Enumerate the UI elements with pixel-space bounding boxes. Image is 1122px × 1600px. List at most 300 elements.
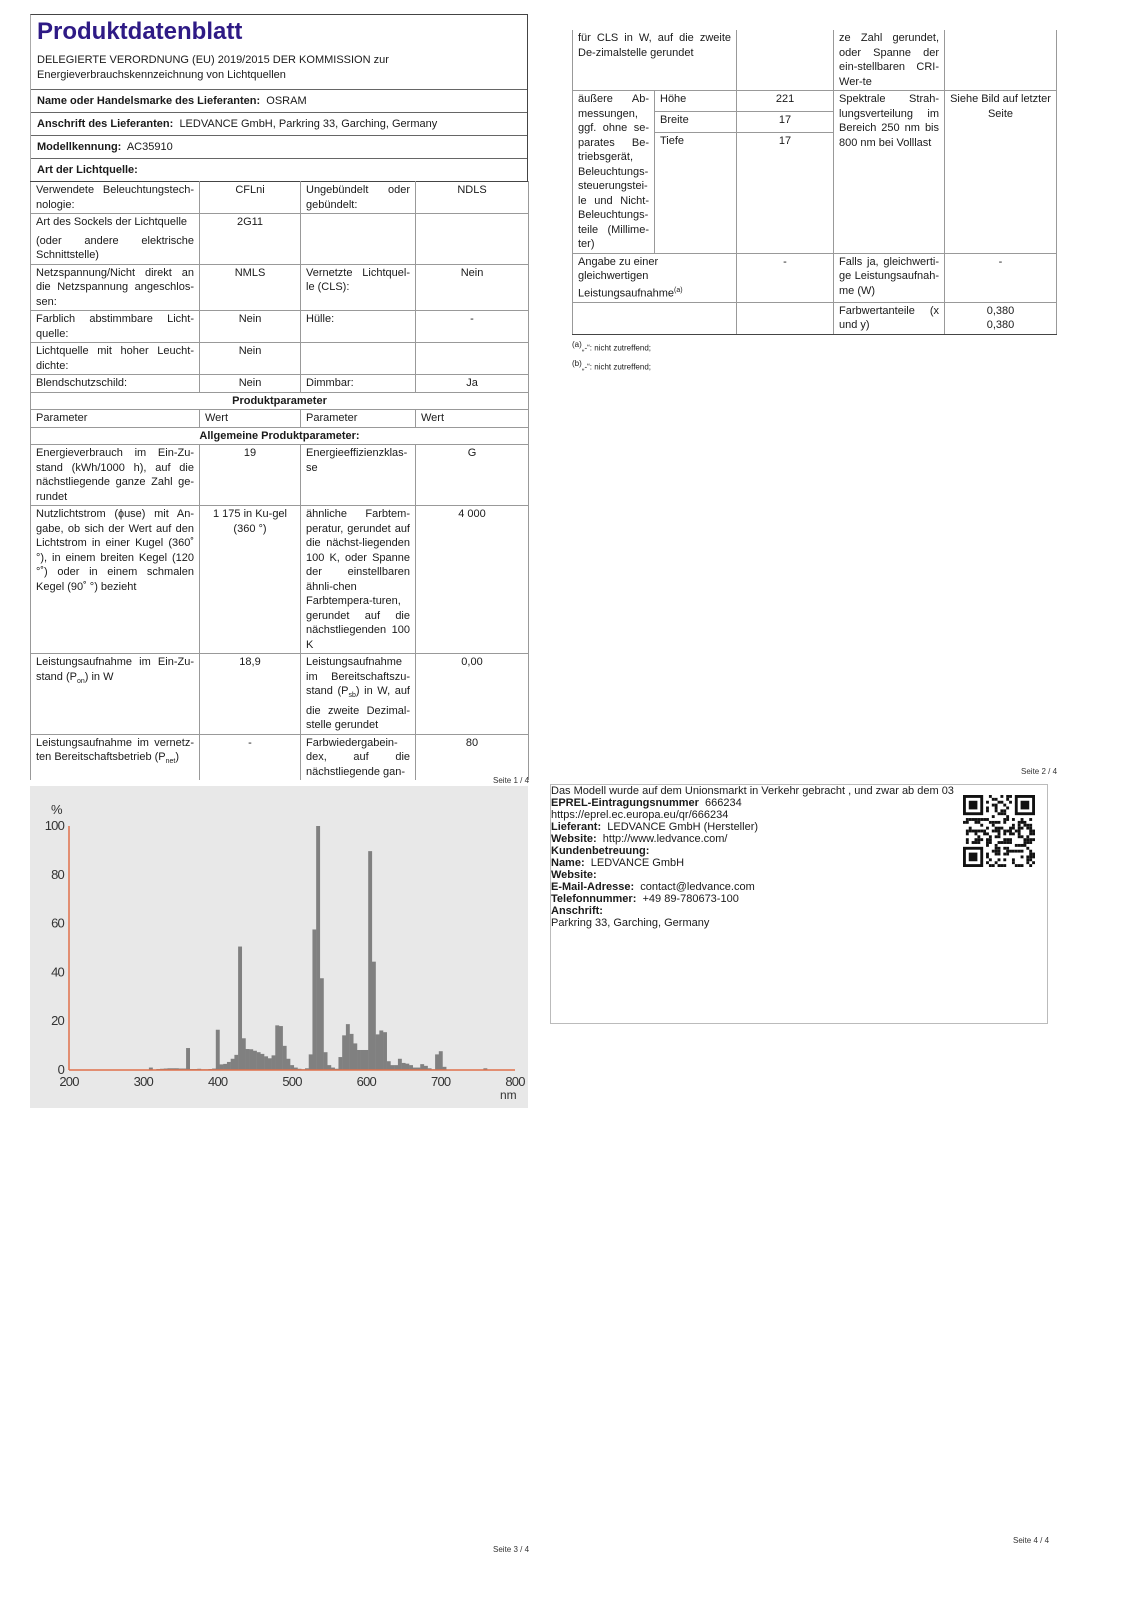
param-value: 0,00 bbox=[416, 654, 529, 735]
section-heading-row bbox=[31, 392, 529, 410]
footnote bbox=[572, 337, 1056, 357]
qr-module bbox=[995, 861, 998, 864]
qr-module bbox=[1012, 861, 1015, 864]
param-label: Blendschutzschild: bbox=[31, 375, 200, 393]
qr-module bbox=[1023, 841, 1026, 844]
supplier-address-value: LEDVANCE GmbH, Parkring 33, Garching, Germany bbox=[179, 118, 438, 130]
axes-group bbox=[69, 826, 515, 1070]
qr-module bbox=[1012, 850, 1015, 853]
spectrum-bar bbox=[286, 1059, 290, 1070]
page-1-footer: Seite 1 / 4 bbox=[493, 776, 530, 785]
subtitle-line-2: Energieverbrauchskennzeichnung von Lichtquellen bbox=[37, 69, 286, 81]
spectrum-bar bbox=[223, 1064, 227, 1070]
qr-module bbox=[975, 832, 978, 835]
qr-module bbox=[989, 864, 992, 867]
qr-module bbox=[966, 832, 969, 835]
qr-module bbox=[1021, 827, 1024, 830]
empty-cell bbox=[737, 302, 834, 334]
supplier-address-row bbox=[31, 112, 527, 135]
table-row bbox=[31, 264, 529, 311]
spectrum-bar bbox=[283, 1046, 287, 1070]
param-label: Falls ja, gleichwerti-ge Leistungsaufnah-me (W) bbox=[834, 253, 945, 302]
model-value: AC35910 bbox=[126, 141, 173, 153]
qr-module bbox=[1026, 841, 1029, 844]
column-header: Wert bbox=[416, 410, 529, 428]
column-header: Wert bbox=[200, 410, 301, 428]
param-value bbox=[945, 30, 1057, 91]
qr-module bbox=[1018, 827, 1021, 830]
qr-module bbox=[1012, 827, 1015, 830]
dimension-value: 221 bbox=[737, 91, 834, 112]
address-label: Anschrift: bbox=[551, 905, 603, 917]
qr-module bbox=[1000, 864, 1003, 867]
spectrum-bar bbox=[405, 1064, 409, 1070]
y-tick-label: 40 bbox=[51, 964, 64, 980]
dimension-label: Höhe bbox=[655, 91, 737, 112]
spectrum-bar bbox=[338, 1057, 342, 1070]
param-value bbox=[416, 214, 529, 265]
qr-module bbox=[972, 830, 975, 833]
website-link[interactable]: http://www.ledvance.com/ bbox=[602, 833, 728, 845]
qr-module bbox=[975, 821, 978, 824]
qr-module bbox=[989, 858, 992, 861]
qr-module bbox=[1029, 838, 1032, 841]
qr-module bbox=[977, 835, 980, 838]
qr-module bbox=[1015, 830, 1018, 833]
spectrum-bar bbox=[234, 1055, 238, 1070]
qr-module bbox=[1018, 824, 1021, 827]
dimensions-label: äußere Ab-messungen, ggf. ohne se-parates Be-triebsgerät, Beleuchtungs-steuerungstei-le und Nicht-Beleuchtungs-teile (Millime-ter) bbox=[573, 91, 655, 254]
qr-module bbox=[1026, 855, 1029, 858]
qr-finder bbox=[969, 853, 978, 862]
qr-module bbox=[966, 838, 969, 841]
param-label: ze Zahl gerundet, oder Spanne der ein-stellbaren CRI-Wer-te bbox=[834, 30, 945, 91]
table-row bbox=[31, 311, 529, 343]
spectrum-bar bbox=[242, 1038, 246, 1070]
qr-module bbox=[986, 801, 989, 804]
spectrum-bar bbox=[253, 1051, 257, 1070]
datasheet-header bbox=[30, 14, 528, 181]
qr-module bbox=[969, 827, 972, 830]
qr-module bbox=[1026, 838, 1029, 841]
qr-module bbox=[1012, 818, 1015, 821]
qr-module bbox=[980, 830, 983, 833]
qr-module bbox=[1021, 835, 1024, 838]
qr-module bbox=[1026, 824, 1029, 827]
qr-code-icon[interactable] bbox=[963, 795, 1035, 867]
qr-module bbox=[975, 838, 978, 841]
qr-module bbox=[1026, 861, 1029, 864]
qr-module bbox=[1018, 832, 1021, 835]
qr-code-svg bbox=[963, 795, 1035, 867]
supplier-label: Lieferant: bbox=[551, 821, 602, 833]
label-subscript: net bbox=[165, 758, 176, 766]
column-header: Parameter bbox=[31, 410, 200, 428]
param-value: - bbox=[945, 253, 1057, 302]
param-label bbox=[573, 253, 737, 302]
eprel-link[interactable]: https://eprel.ec.europa.eu/qr/666234 bbox=[551, 809, 729, 821]
qr-module bbox=[1009, 832, 1012, 835]
qr-module bbox=[995, 850, 998, 853]
qr-module bbox=[1000, 827, 1003, 830]
y-tick-label: 60 bbox=[51, 915, 64, 931]
footnotes bbox=[572, 337, 1056, 376]
param-label: Energieverbrauch im Ein-Zu-stand (kWh/1000 h), auf die nächstliegende ganze Zahl ge-rundet bbox=[31, 445, 200, 506]
qr-module bbox=[1023, 844, 1026, 847]
spectrum-bar bbox=[350, 1034, 354, 1070]
qr-module bbox=[1003, 818, 1006, 821]
dimension-label: Tiefe bbox=[655, 132, 737, 253]
param-value: - bbox=[200, 734, 301, 780]
y-tick-label: 100 bbox=[44, 818, 64, 833]
qr-module bbox=[995, 809, 998, 812]
qr-module bbox=[1021, 864, 1024, 867]
qr-module bbox=[1009, 795, 1012, 798]
spectrum-bar bbox=[320, 978, 324, 1070]
qr-module bbox=[1029, 855, 1032, 858]
qr-module bbox=[1021, 855, 1024, 858]
qr-module bbox=[995, 835, 998, 838]
qr-module bbox=[1018, 835, 1021, 838]
qr-module bbox=[1003, 858, 1006, 861]
name-value: LEDVANCE GmbH bbox=[590, 857, 685, 869]
qr-module bbox=[969, 818, 972, 821]
qr-module bbox=[998, 847, 1001, 850]
param-label bbox=[301, 214, 416, 265]
qr-module bbox=[986, 841, 989, 844]
param-label bbox=[31, 734, 200, 780]
label-text: Angabe zu einer gleichwertigen Leistungsaufnahme bbox=[578, 255, 675, 300]
email-row bbox=[551, 881, 1047, 893]
param-label: Farbwiedergabein-dex, auf die nächstliegende gan- bbox=[301, 734, 416, 780]
qr-module bbox=[983, 832, 986, 835]
param-label-line: Art des Sockels der Lichtquelle bbox=[36, 216, 188, 228]
qr-module bbox=[1006, 838, 1009, 841]
spectrum-bar bbox=[312, 929, 316, 1070]
spectrum-bar bbox=[383, 1032, 387, 1070]
page-2 bbox=[572, 30, 1056, 376]
email-link[interactable]: contact@ledvance.com bbox=[640, 881, 755, 893]
qr-module bbox=[995, 847, 998, 850]
qr-module bbox=[1023, 821, 1026, 824]
qr-module bbox=[1026, 858, 1029, 861]
param-label-line: (oder andere elektrische Schnittstelle) bbox=[36, 234, 194, 261]
model-label: Modellkennung: bbox=[37, 141, 122, 153]
dimension-label: Breite bbox=[655, 111, 737, 132]
supplier-value: LEDVANCE GmbH (Hersteller) bbox=[607, 821, 759, 833]
spectrum-bar bbox=[439, 1051, 443, 1070]
qr-module bbox=[995, 798, 998, 801]
qr-module bbox=[1000, 795, 1003, 798]
param-value: Nein bbox=[200, 375, 301, 393]
qr-module bbox=[986, 827, 989, 830]
param-value: - bbox=[416, 311, 529, 343]
qr-module bbox=[989, 821, 992, 824]
x-tick-label: 600 bbox=[356, 1074, 376, 1089]
qr-module bbox=[995, 830, 998, 833]
supplier-name-label: Name oder Handelsmarke des Lieferanten: bbox=[37, 95, 261, 107]
market-placement-text: Das Modell wurde auf dem Unionsmarkt in Verkehr gebracht , und zwar ab dem 03 bbox=[551, 785, 954, 797]
qr-module bbox=[1026, 835, 1029, 838]
qr-module bbox=[977, 841, 980, 844]
page-2-footer: Seite 2 / 4 bbox=[1021, 767, 1058, 776]
qr-module bbox=[989, 838, 992, 841]
column-header-row bbox=[31, 410, 529, 428]
spectrum-bar bbox=[342, 1035, 346, 1070]
qr-module bbox=[1032, 861, 1035, 864]
qr-module bbox=[1026, 847, 1029, 850]
spectrum-bar bbox=[272, 1055, 276, 1070]
qr-module bbox=[1003, 841, 1006, 844]
section-heading-row bbox=[31, 427, 529, 445]
param-value: NDLS bbox=[416, 182, 529, 214]
qr-module bbox=[1018, 864, 1021, 867]
spectrum-bar bbox=[227, 1062, 231, 1070]
qr-module bbox=[998, 853, 1001, 856]
x-tick-label: 400 bbox=[208, 1074, 228, 1089]
qr-module bbox=[998, 812, 1001, 815]
spectrum-bar bbox=[376, 1034, 380, 1070]
param-label bbox=[31, 654, 200, 735]
qr-module bbox=[986, 832, 989, 835]
qr-module bbox=[992, 798, 995, 801]
qr-module bbox=[977, 818, 980, 821]
contact-box bbox=[550, 784, 1048, 1024]
qr-module bbox=[1015, 864, 1018, 867]
qr-module bbox=[1032, 830, 1035, 833]
spectral-distribution-label: Spektrale Strah-lungsverteilung im Bereich 250 nm bis 800 nm bei Volllast bbox=[834, 91, 945, 254]
param-label: ähnliche Farbtem-peratur, gerundet auf die nächst-liegenden 100 K, oder Spanne der einstellbaren ähnli-chen Farbtempera-turen, gerundet auf die nächstliegenden 100 K bbox=[301, 506, 416, 654]
qr-module bbox=[972, 818, 975, 821]
label-subscript: sb bbox=[348, 692, 356, 700]
spectrum-bar bbox=[249, 1049, 253, 1070]
qr-module bbox=[1029, 850, 1032, 853]
param-value: CFLni bbox=[200, 182, 301, 214]
spectrum-bar bbox=[379, 1030, 383, 1070]
param-label: für CLS in W, auf die zweite De-zimalstelle gerundet bbox=[573, 30, 737, 91]
qr-module bbox=[992, 804, 995, 807]
qr-module bbox=[1012, 858, 1015, 861]
param-label: Nutzlichtstrom (ɸuse) mit An-gabe, ob sich der Wert auf den Lichtstrom in einer Kugel (360˚ °), in einem breiten Kegel (120 °˚) oder in einem schmalen Kegel (90˚ °) bezieht bbox=[31, 506, 200, 654]
phone-row bbox=[551, 893, 1047, 905]
qr-module bbox=[998, 864, 1001, 867]
qr-module bbox=[1009, 827, 1012, 830]
page-4-footer: Seite 4 / 4 bbox=[1013, 1536, 1050, 1545]
footnote-marker: (b) bbox=[572, 359, 582, 369]
qr-module bbox=[1009, 838, 1012, 841]
qr-module bbox=[980, 824, 983, 827]
qr-module bbox=[995, 804, 998, 807]
website2-row bbox=[551, 869, 1047, 881]
label-text: ) in W, auf die zweite Dezimal-stelle gerundet bbox=[306, 685, 410, 732]
qr-module bbox=[995, 827, 998, 830]
spectrum-bar bbox=[364, 1050, 368, 1070]
spectrum-bar bbox=[361, 1050, 365, 1070]
website2-label: Website: bbox=[551, 869, 597, 881]
qr-module bbox=[1026, 827, 1029, 830]
page-title: Produktdatenblatt bbox=[37, 18, 243, 45]
qr-module bbox=[1006, 798, 1009, 801]
x-tick-label: 200 bbox=[59, 1074, 79, 1089]
x-tick-label: 300 bbox=[133, 1074, 153, 1089]
qr-module bbox=[998, 832, 1001, 835]
continued-params-table bbox=[572, 30, 1057, 335]
qr-module bbox=[1023, 824, 1026, 827]
qr-module bbox=[1006, 847, 1009, 850]
param-label: Vernetzte Lichtquel-le (CLS): bbox=[301, 264, 416, 311]
qr-module bbox=[1009, 830, 1012, 833]
qr-module bbox=[1000, 812, 1003, 815]
label-text: Leistungsaufnahme im Ein-Zu-stand (P bbox=[36, 656, 194, 683]
qr-module bbox=[1009, 841, 1012, 844]
table-row bbox=[573, 302, 1057, 334]
param-label: Verwendete Beleuchtungstech-nologie: bbox=[31, 182, 200, 214]
eprel-label: EPREL-Eintragungsnummer bbox=[551, 797, 699, 809]
param-label: Netzspannung/Nicht direkt an die Netzspannung angeschlos-sen: bbox=[31, 264, 200, 311]
qr-module bbox=[1021, 850, 1024, 853]
qr-module bbox=[1009, 801, 1012, 804]
spectrum-bar bbox=[231, 1059, 235, 1070]
qr-module bbox=[1032, 855, 1035, 858]
eprel-value: 666234 bbox=[705, 797, 742, 809]
qr-module bbox=[1009, 850, 1012, 853]
x-axis-label: nm bbox=[500, 1088, 517, 1102]
qr-module bbox=[966, 841, 969, 844]
param-label: Energieeffizienzklas-se bbox=[301, 445, 416, 506]
qr-module bbox=[995, 807, 998, 810]
qr-module bbox=[966, 821, 969, 824]
customer-service-label: Kundenbetreuung: bbox=[551, 845, 650, 857]
spectrum-bar bbox=[324, 1052, 328, 1070]
spectrum-bar bbox=[398, 1059, 402, 1070]
x-tick-label: 500 bbox=[282, 1074, 302, 1089]
qr-module bbox=[1029, 818, 1032, 821]
spectral-distribution-chart bbox=[30, 786, 528, 1108]
website-label: Website: bbox=[551, 833, 597, 845]
qr-module bbox=[1006, 841, 1009, 844]
qr-module bbox=[980, 818, 983, 821]
qr-module bbox=[998, 827, 1001, 830]
qr-module bbox=[966, 830, 969, 833]
qr-module bbox=[1000, 841, 1003, 844]
column-header: Parameter bbox=[301, 410, 416, 428]
param-value: Ja bbox=[416, 375, 529, 393]
spectrum-bar bbox=[220, 1064, 224, 1070]
qr-module bbox=[1029, 832, 1032, 835]
qr-module bbox=[995, 821, 998, 824]
qr-module bbox=[1000, 801, 1003, 804]
qr-module bbox=[1000, 809, 1003, 812]
spectrum-bar bbox=[246, 1049, 250, 1070]
qr-module bbox=[1015, 850, 1018, 853]
param-value: NMLS bbox=[200, 264, 301, 311]
spectrum-svg bbox=[30, 786, 528, 1108]
label-text: Leistungsaufnahme im Bereitschaftszu-stand (P bbox=[306, 656, 410, 697]
param-value: 19 bbox=[200, 445, 301, 506]
page-3 bbox=[30, 786, 528, 1108]
table-row bbox=[573, 30, 1057, 91]
qr-module bbox=[989, 841, 992, 844]
table-row bbox=[31, 182, 529, 214]
footnote-marker: (a) bbox=[674, 286, 683, 294]
name-label: Name: bbox=[551, 857, 585, 869]
qr-module bbox=[986, 807, 989, 810]
qr-module bbox=[1021, 844, 1024, 847]
spectrum-bar bbox=[353, 1043, 357, 1070]
spectrum-bar bbox=[316, 826, 320, 1070]
qr-module bbox=[986, 861, 989, 864]
supplier-name-row bbox=[31, 89, 527, 112]
label-text: ) bbox=[175, 751, 180, 764]
email-label: E-Mail-Adresse: bbox=[551, 881, 635, 893]
qr-module bbox=[998, 801, 1001, 804]
spectrum-bar bbox=[275, 1025, 279, 1070]
qr-module bbox=[1029, 841, 1032, 844]
qr-module bbox=[1023, 838, 1026, 841]
spectrum-bar bbox=[435, 1054, 439, 1070]
dimension-value: 17 bbox=[737, 132, 834, 253]
param-value: Nein bbox=[416, 264, 529, 311]
table-row bbox=[31, 506, 529, 654]
qr-module bbox=[1003, 832, 1006, 835]
qr-module bbox=[975, 818, 978, 821]
qr-module bbox=[1003, 864, 1006, 867]
supplier-address-label: Anschrift des Lieferanten: bbox=[37, 118, 174, 130]
param-label: Farbwertanteile (x und y) bbox=[834, 302, 945, 334]
spectrum-bar bbox=[216, 1030, 220, 1070]
qr-module bbox=[1029, 853, 1032, 856]
param-value bbox=[945, 302, 1057, 334]
qr-module bbox=[998, 858, 1001, 861]
qr-module bbox=[992, 864, 995, 867]
qr-module bbox=[1032, 832, 1035, 835]
y-ticks-group bbox=[45, 818, 65, 1077]
footnote-marker: (a) bbox=[572, 339, 582, 349]
spectrum-bar bbox=[257, 1052, 261, 1070]
light-source-type-row bbox=[31, 158, 527, 181]
general-params-heading: Allgemeine Produktparameter: bbox=[31, 427, 529, 445]
label-text: Leistungsaufnahme im vernetz-ten Bereitschaftsbetrieb (P bbox=[36, 736, 194, 764]
spectrum-bar bbox=[387, 1061, 391, 1070]
qr-module bbox=[998, 830, 1001, 833]
qr-module bbox=[1012, 824, 1015, 827]
page-3-footer: Seite 3 / 4 bbox=[493, 1545, 530, 1554]
param-label bbox=[301, 343, 416, 375]
spectral-distribution-value: Siehe Bild auf letzter Seite bbox=[945, 91, 1057, 254]
y-axis-label: % bbox=[51, 802, 63, 817]
param-label bbox=[31, 214, 200, 265]
qr-module bbox=[1021, 818, 1024, 821]
supplier-name-value: OSRAM bbox=[266, 95, 307, 107]
qr-module bbox=[998, 850, 1001, 853]
qr-module bbox=[992, 824, 995, 827]
qr-module bbox=[1029, 827, 1032, 830]
bars-group bbox=[149, 826, 487, 1070]
spectrum-bar bbox=[279, 1026, 283, 1070]
spectrum-bar bbox=[357, 1050, 361, 1070]
qr-module bbox=[972, 841, 975, 844]
qr-module bbox=[1029, 824, 1032, 827]
qr-module bbox=[986, 838, 989, 841]
light-source-type-label: Art der Lichtquelle: bbox=[37, 164, 138, 176]
regulation-subtitle bbox=[31, 47, 527, 89]
qr-module bbox=[983, 830, 986, 833]
qr-module bbox=[1003, 809, 1006, 812]
product-params-heading: Produktparameter bbox=[31, 392, 529, 410]
param-label: Dimmbar: bbox=[301, 375, 416, 393]
address-value: Parkring 33, Garching, Germany bbox=[551, 917, 710, 929]
qr-module bbox=[992, 830, 995, 833]
